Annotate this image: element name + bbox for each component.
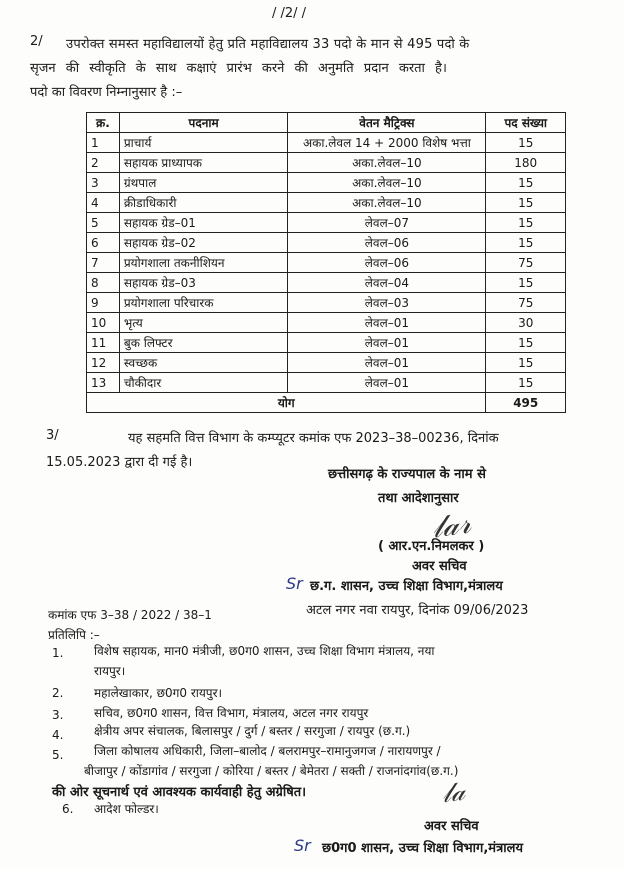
table-row (87, 293, 566, 313)
cell-post: सहायक प्राध्यापक (119, 153, 287, 173)
para2-line2: सृजन की स्वीकृति के साथ कक्षाएं प्रारंभ करने की अनुमति प्रदान करता है। (30, 61, 447, 76)
posts-table (86, 112, 566, 413)
table-row (87, 373, 566, 393)
signature-line1: छत्तीसगढ़ के राज्यपाल के नाम से (328, 467, 486, 482)
table-row (87, 353, 566, 373)
copy-item-number: 2. (52, 686, 64, 700)
cell-count: 75 (486, 293, 566, 313)
cell-count: 15 (486, 233, 566, 253)
footer-signature-mark: 𝓁𝒶 (439, 776, 467, 810)
copy-item-number: 5. (52, 748, 64, 762)
cell-serial: 8 (87, 273, 120, 293)
cell-pay-matrix: अका.लेवल–10 (288, 193, 486, 213)
copy-item-5-line2: बीजापुर / कोंडागांव / सरगुजा / कोरिया / बस्तर / बेमेतरा / सक्ती / राजनांदगांव(छ.ग.) (84, 764, 459, 778)
cell-pay-matrix: अका.लेवल 14 + 2000 विशेष भत्ता (288, 133, 486, 153)
copy-item-5-line1: जिला कोषालय अधिकारी, जिला–बालोद / बलरामपुर–रामानुजगज / नारायणपुर / (94, 744, 441, 758)
cell-pay-matrix: लेवल–01 (288, 313, 486, 333)
cell-serial: 1 (87, 133, 120, 153)
signature-line2: तथा आदेशानुसार (378, 491, 459, 506)
table-header-row (87, 113, 566, 133)
cell-count: 180 (486, 153, 566, 173)
cell-serial: 4 (87, 193, 120, 213)
para2-line3: पदो का विवरण निम्नानुसार है :– (30, 85, 183, 100)
cell-count: 15 (486, 133, 566, 153)
footer-designation: अवर सचिव (424, 819, 479, 834)
cell-pay-matrix: लेवल–07 (288, 213, 486, 233)
cell-post: भृत्य (119, 313, 287, 333)
cell-post: चौकीदार (119, 373, 287, 393)
cell-serial: 12 (87, 353, 120, 373)
cell-pay-matrix: अका.लेवल–10 (288, 173, 486, 193)
table-row (87, 153, 566, 173)
cell-count: 15 (486, 333, 566, 353)
table-row (87, 193, 566, 213)
cell-pay-matrix: लेवल–01 (288, 373, 486, 393)
total-value: 495 (486, 393, 566, 413)
col-header-pay-matrix: वेतन मैट्रिक्स (288, 113, 486, 133)
copy-item-4-line1: क्षेत्रीय अपर संचालक, बिलासपुर / दुर्ग / बस्तर / सरगुजा / रायपुर (छ.ग.) (94, 724, 411, 738)
para3-number: 3/ (46, 428, 59, 443)
initial-mark: Sr (286, 574, 303, 593)
cell-count: 15 (486, 193, 566, 213)
ref-number: कमांक एफ 3–38 / 2022 / 38–1 (48, 608, 212, 622)
copy-item-number: 1. (52, 646, 64, 660)
copy-item-number: 3. (52, 708, 64, 722)
total-label: योग (87, 393, 486, 413)
copy-item-1-line2: रायपुर। (94, 664, 126, 678)
cell-count: 15 (486, 353, 566, 373)
cell-pay-matrix: लेवल–06 (288, 253, 486, 273)
cell-pay-matrix: लेवल–01 (288, 333, 486, 353)
table-total-row (87, 393, 566, 413)
cell-serial: 10 (87, 313, 120, 333)
cell-serial: 7 (87, 253, 120, 273)
cell-serial: 2 (87, 153, 120, 173)
footer-department: छ0ग0 शासन, उच्च शिक्षा विभाग,मंत्रालय (322, 841, 523, 856)
cell-count: 15 (486, 273, 566, 293)
cell-serial: 13 (87, 373, 120, 393)
table-row (87, 233, 566, 253)
ref-place-date: अटल नगर नवा रायपुर, दिनांक 09/06/2023 (306, 603, 529, 618)
cell-post: सहायक ग्रेड–02 (119, 233, 287, 253)
page-number: / /2/ / (272, 6, 307, 21)
table-body (87, 133, 566, 393)
copy-item-number: 6. (62, 802, 74, 816)
cell-post: ग्रंथपाल (119, 173, 287, 193)
cell-serial: 3 (87, 173, 120, 193)
cell-post: प्राचार्य (119, 133, 287, 153)
cell-serial: 9 (87, 293, 120, 313)
table-row (87, 133, 566, 153)
cell-pay-matrix: लेवल–06 (288, 233, 486, 253)
signatory-department: छ.ग. शासन, उच्च शिक्षा विभाग,मंत्रालय (310, 579, 503, 594)
cell-post: प्रयोगशाला परिचारक (119, 293, 287, 313)
table-row (87, 313, 566, 333)
para3-line2: 15.05.2023 द्वारा दी गई है। (46, 455, 193, 470)
col-header-serial: क्र. (87, 113, 120, 133)
table-row (87, 253, 566, 273)
col-header-count: पद संख्या (486, 113, 566, 133)
table-row (87, 273, 566, 293)
signatory-name: ( आर.एन.निमलकर ) (378, 539, 485, 554)
copy-item-3-line1: सचिव, छ0ग0 शासन, वित्त विभाग, मंत्रालय, अटल नगर रायपुर (94, 706, 369, 720)
copy-heading: प्रतिलिपि :– (48, 628, 100, 642)
table-row (87, 333, 566, 353)
signatory-designation: अवर सचिव (412, 559, 467, 574)
copy-item-number: 4. (52, 728, 64, 742)
cell-pay-matrix: अका.लेवल–10 (288, 153, 486, 173)
cell-count: 15 (486, 373, 566, 393)
signature-mark: 𝓁𝒶𝓇 (429, 505, 474, 546)
cell-post: प्रयोगशाला तकनीशियन (119, 253, 287, 273)
cell-serial: 11 (87, 333, 120, 353)
cell-serial: 6 (87, 233, 120, 253)
table-row (87, 173, 566, 193)
cell-post: सहायक ग्रेड–03 (119, 273, 287, 293)
cell-count: 30 (486, 313, 566, 333)
para2-line1: उपरोक्त समस्त महाविद्यालयों हेतु प्रति महाविद्यालय 33 पदो के मान से 495 पदो के (66, 37, 470, 52)
cell-count: 75 (486, 253, 566, 273)
table-row (87, 213, 566, 233)
footer-initial-mark: Sr (294, 836, 311, 855)
cell-post: स्वच्छक (119, 353, 287, 373)
cell-count: 15 (486, 213, 566, 233)
copy-item-6: आदेश फोल्डर। (94, 802, 159, 816)
para2-number: 2/ (30, 34, 43, 49)
cell-pay-matrix: लेवल–03 (288, 293, 486, 313)
cell-post: क्रीडाधिकारी (119, 193, 287, 213)
cell-count: 15 (486, 173, 566, 193)
cell-post: बुक लिफ्टर (119, 333, 287, 353)
copy-note: की ओर सूचनार्थ एवं आवश्यक कार्यवाही हेतु अग्रेषित। (52, 785, 307, 800)
cell-serial: 5 (87, 213, 120, 233)
cell-pay-matrix: लेवल–01 (288, 353, 486, 373)
copy-item-2-line1: महालेखाकार, छ0ग0 रायपुर। (94, 686, 223, 700)
cell-pay-matrix: लेवल–04 (288, 273, 486, 293)
para3-line1: यह सहमति वित्त विभाग के कम्प्यूटर कमांक एफ 2023–38–00236, दिनांक (128, 431, 499, 446)
copy-item-1-line1: विशेष सहायक, मान0 मंत्रीजी, छ0ग0 शासन, उच्च शिक्षा विभाग मंत्रालय, नया (94, 644, 435, 658)
cell-post: सहायक ग्रेड–01 (119, 213, 287, 233)
col-header-post: पदनाम (119, 113, 287, 133)
